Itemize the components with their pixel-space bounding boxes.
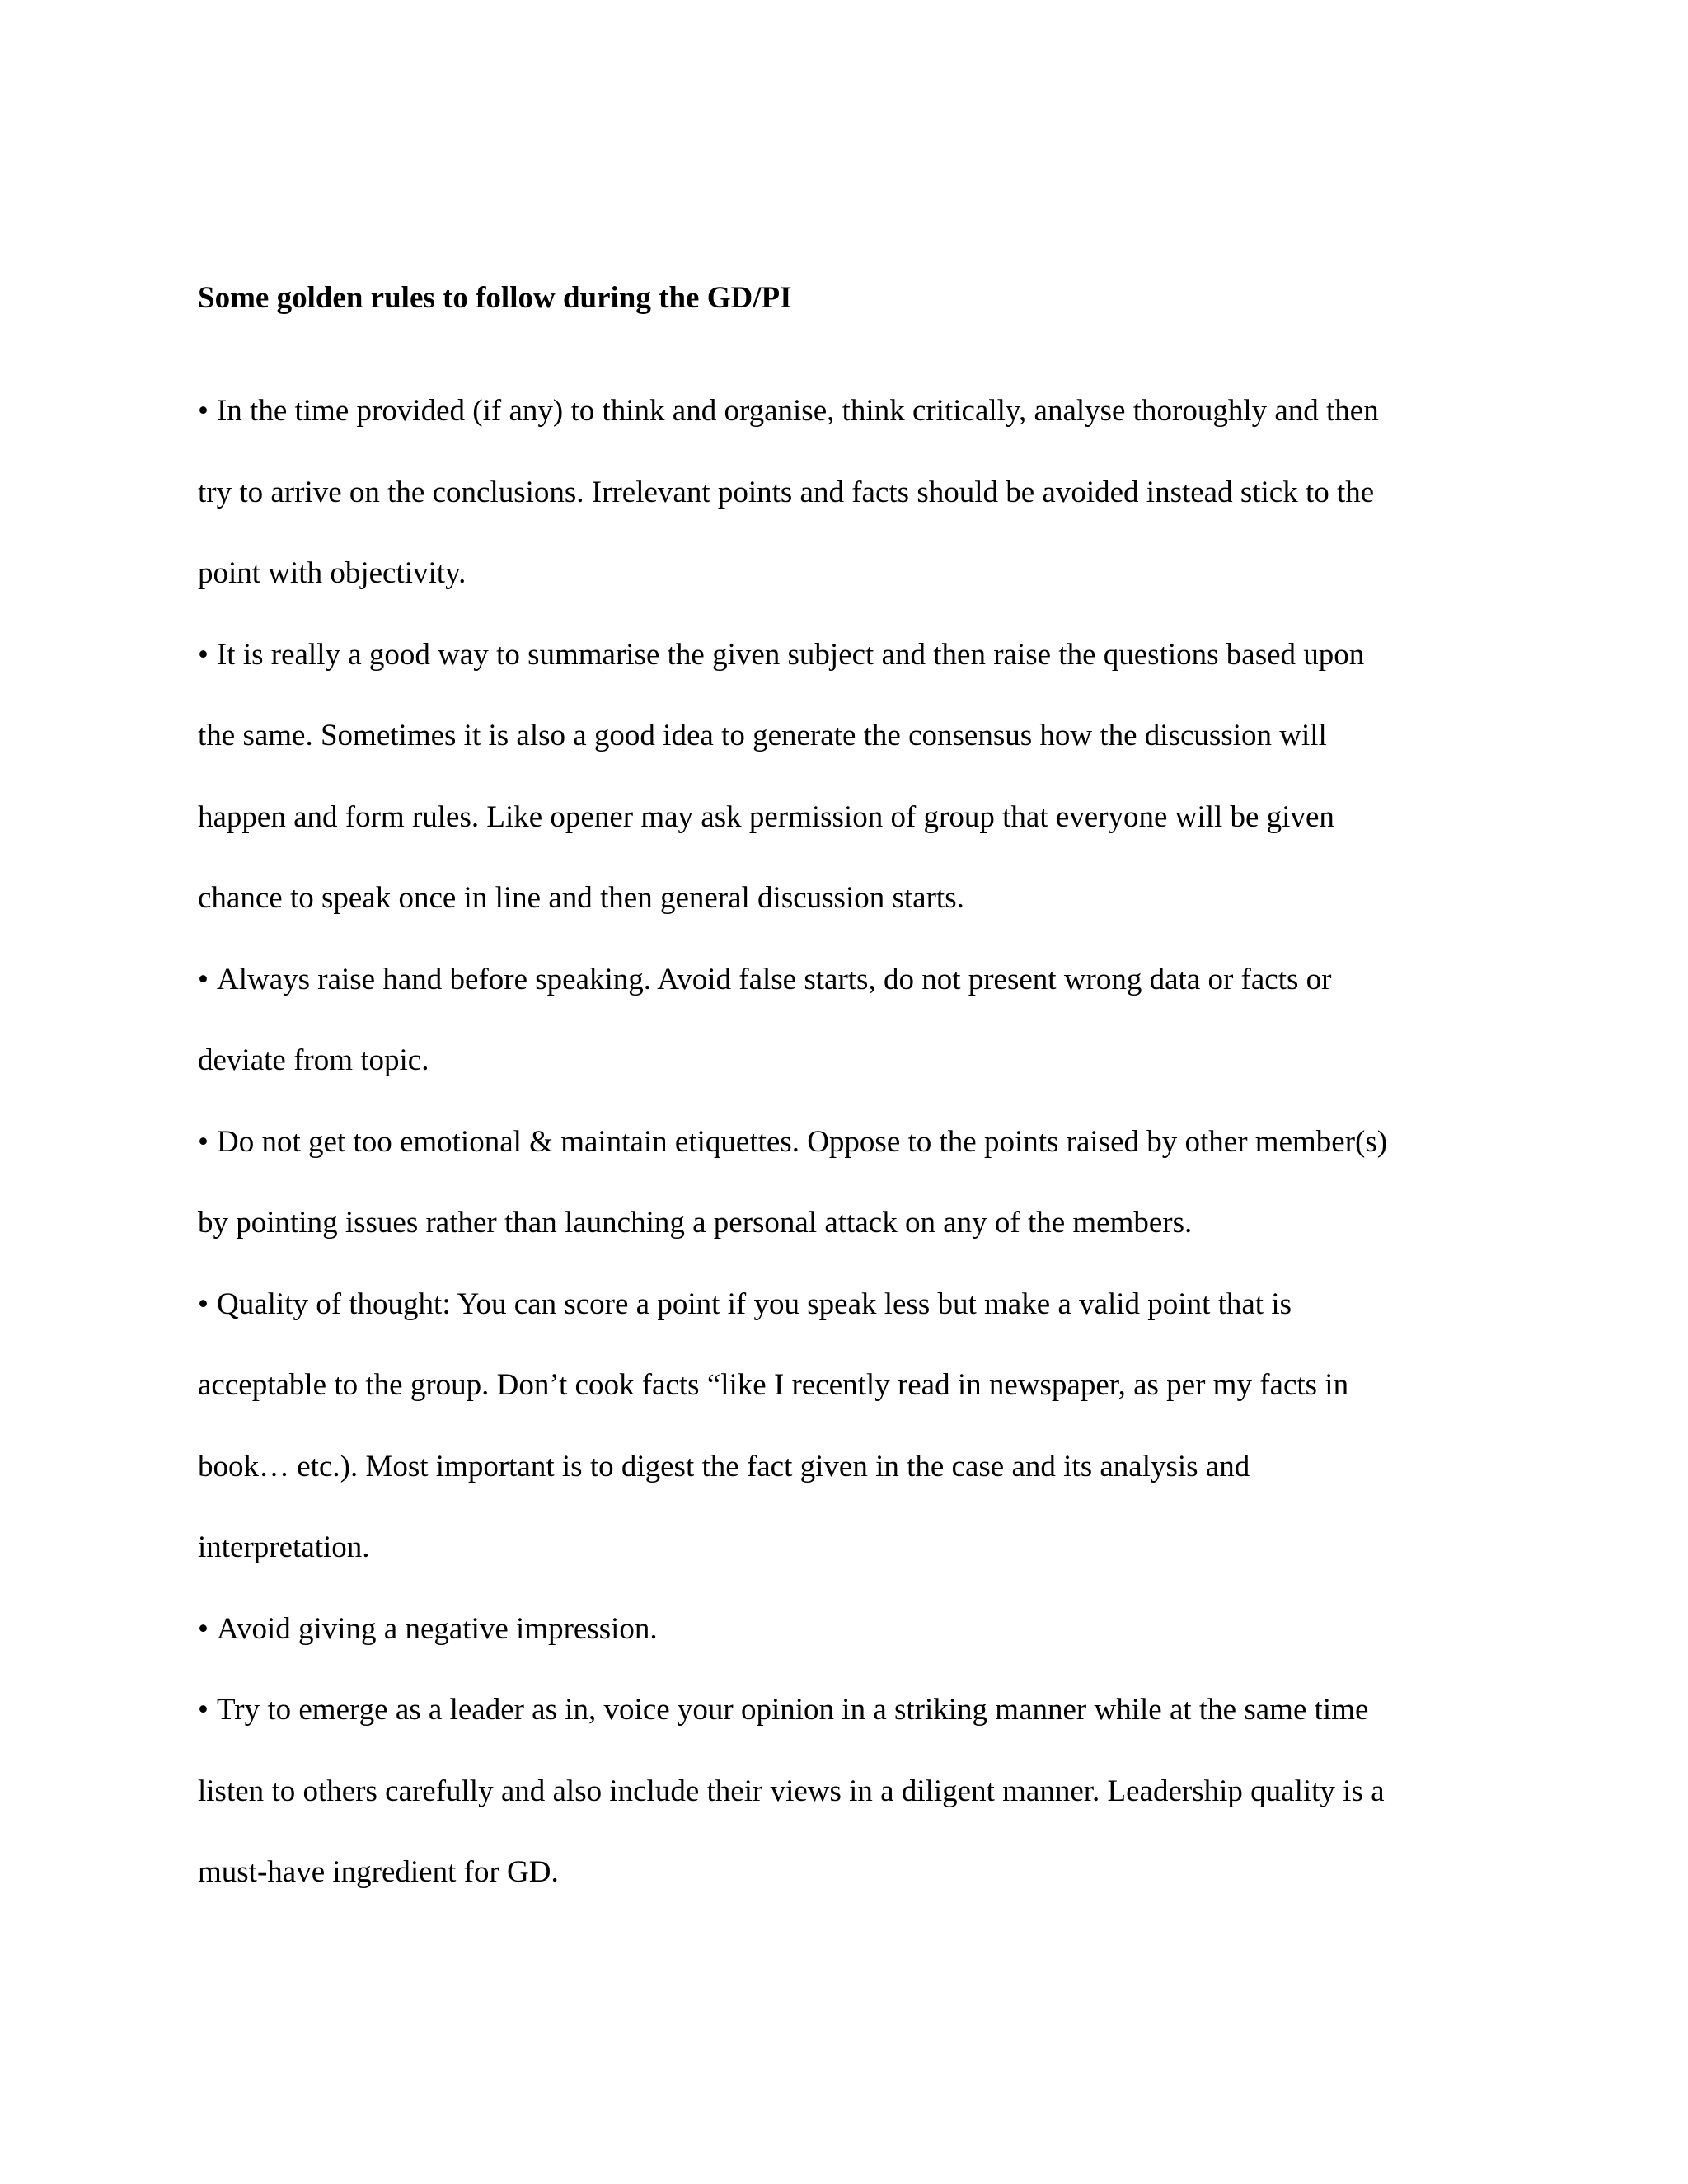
bullet-marker: • [198,1125,209,1159]
line-text: Try to emerge as a leader as in, voice your opinion in a striking manner while at the same time [216,1693,1369,1727]
line-text: listen to others carefully and also include their views in a diligent manner. Leadership quality is a [198,1774,1385,1808]
bullet-marker: • [198,1287,209,1321]
line-text: book… etc.). Most important is to digest the fact given in the case and its analysis and [198,1450,1250,1483]
bullet-marker: • [198,963,209,996]
bullet-marker: • [198,394,209,428]
line-text: Quality of thought: You can score a point if you speak less but make a valid point that is [216,1287,1292,1321]
bullet-point-continuation [198,799,1334,836]
line-text: Do not get too emotional & maintain etiquettes. Oppose to the points raised by other member(s) [216,1125,1388,1159]
bullet-point-continuation [198,1043,429,1079]
bullet-point-continuation [198,1367,1348,1404]
line-text: must-have ingredient for GD. [198,1855,559,1889]
bullet-point-continuation [198,1774,1385,1810]
bullet-point-continuation [198,1854,559,1891]
line-text: In the time provided (if any) to think and organise, think critically, analyse thoroughly and then [216,394,1379,428]
line-text: try to arrive on the conclusions. Irrelevant points and facts should be avoided instead stick to the [198,476,1375,509]
bullet-point-line [198,393,1379,429]
bullet-marker: • [198,1693,209,1727]
line-text: acceptable to the group. Don’t cook facts “like I recently read in newspaper, as per my facts in [198,1368,1349,1402]
bullet-point-continuation [198,1449,1250,1485]
bullet-point-line [198,1692,1368,1728]
bullet-marker: • [198,638,209,672]
document-title: Some golden rules to follow during the GD/PI [198,281,792,315]
line-text: interpretation. [198,1530,370,1564]
bullet-point-line [198,1286,1292,1323]
bullet-point-continuation [198,880,964,916]
bullet-point-line [198,1611,658,1647]
bullet-point-continuation [198,555,466,592]
line-text: point with objectivity. [198,556,467,590]
line-text: deviate from topic. [198,1043,429,1077]
line-text: Always raise hand before speaking. Avoid false starts, do not present wrong data or facts or [216,963,1332,996]
bullet-point-line [198,637,1364,673]
bullet-point-continuation [198,718,1327,754]
line-text: happen and form rules. Like opener may ask permission of group that everyone will be given [198,800,1334,834]
bullet-point-continuation [198,475,1374,511]
bullet-point-line [198,1124,1387,1160]
line-text: Avoid giving a negative impression. [216,1612,658,1646]
line-text: chance to speak once in line and then general discussion starts. [198,881,964,915]
bullet-point-line [198,962,1331,998]
line-text: by pointing issues rather than launching a personal attack on any of the members. [198,1206,1193,1240]
bullet-point-continuation [198,1530,370,1566]
bullet-marker: • [198,1612,209,1646]
line-text: the same. Sometimes it is also a good idea to generate the consensus how the discussion will [198,719,1327,752]
line-text: It is really a good way to summarise the given subject and then raise the questions based upon [216,638,1365,672]
bullet-point-continuation [198,1205,1192,1241]
